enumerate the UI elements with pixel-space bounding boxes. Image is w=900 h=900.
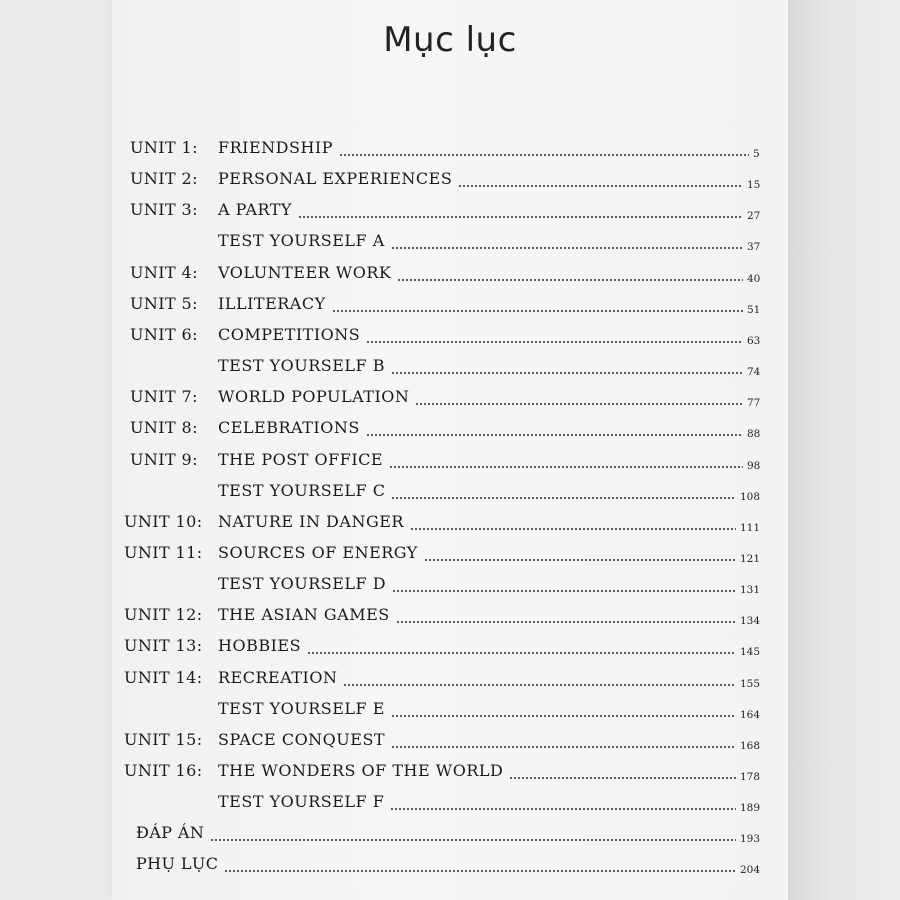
dot-leader: [390, 808, 736, 810]
toc-entry[interactable]: [0, 761, 900, 789]
toc-page-number: 63: [747, 335, 761, 347]
toc-entry-title: SPACE CONQUEST: [218, 730, 386, 749]
toc-unit-number: UNIT 13:: [124, 636, 203, 655]
dot-leader: [366, 341, 743, 343]
toc-page-number: 189: [740, 802, 761, 814]
toc-page-number: 27: [747, 210, 761, 222]
toc-entry-title: NATURE IN DANGER: [218, 512, 404, 531]
toc-page-number: 15: [747, 179, 761, 191]
toc-entry[interactable]: [0, 512, 900, 540]
toc-entry[interactable]: [0, 854, 900, 882]
toc-unit-number: UNIT 4:: [130, 263, 198, 282]
toc-page-number: 88: [747, 428, 761, 440]
dot-leader: [397, 279, 743, 281]
toc-unit-number: ĐÁP ÁN: [136, 823, 205, 842]
dot-leader: [415, 403, 743, 405]
toc-unit-number: UNIT 8:: [130, 418, 198, 437]
toc-page-number: 74: [747, 366, 761, 378]
dot-leader: [389, 466, 743, 468]
toc-entry[interactable]: [0, 231, 900, 259]
toc-entry-title: VOLUNTEER WORK: [218, 263, 392, 282]
toc-entry-title: PERSONAL EXPERIENCES: [218, 169, 453, 188]
toc-entry-title: THE ASIAN GAMES: [218, 605, 390, 624]
toc-entry[interactable]: [0, 636, 900, 664]
toc-entry[interactable]: [0, 450, 900, 478]
toc-entry[interactable]: [0, 574, 900, 602]
dot-leader: [396, 621, 736, 623]
toc-entry-title: TEST YOURSELF A: [218, 231, 385, 250]
toc-page-number: 168: [740, 740, 761, 752]
toc-entry-title: HOBBIES: [218, 636, 302, 655]
toc-unit-number: UNIT 6:: [130, 325, 198, 344]
toc-unit-number: UNIT 3:: [130, 200, 198, 219]
toc-unit-number: UNIT 5:: [130, 294, 198, 313]
toc-page-number: 204: [740, 864, 761, 876]
toc-page-number: 178: [740, 771, 761, 783]
toc-entry-title: TEST YOURSELF B: [218, 356, 385, 375]
toc-page-number: 40: [747, 273, 761, 285]
toc-page-number: 5: [753, 148, 760, 160]
toc-page-number: 108: [740, 491, 761, 503]
toc-page-number: 145: [740, 646, 761, 658]
toc-entry-title: THE POST OFFICE: [218, 450, 384, 469]
toc-entry[interactable]: [0, 605, 900, 633]
toc-entry-title: TEST YOURSELF C: [218, 481, 386, 500]
dot-leader: [392, 590, 736, 592]
toc-entry-title: FRIENDSHIP: [218, 138, 333, 157]
toc-unit-number: UNIT 12:: [124, 605, 203, 624]
dot-leader: [307, 652, 736, 654]
toc-entry-title: TEST YOURSELF D: [218, 574, 387, 593]
toc-entry[interactable]: [0, 481, 900, 509]
toc-entry-title: TEST YOURSELF F: [218, 792, 385, 811]
dot-leader: [458, 185, 743, 187]
dot-leader: [224, 870, 736, 872]
toc-entry-title: COMPETITIONS: [218, 325, 361, 344]
toc-unit-number: UNIT 16:: [124, 761, 203, 780]
toc-unit-number: PHỤ LỤC: [136, 854, 219, 873]
dot-leader: [424, 559, 736, 561]
dot-leader: [391, 372, 743, 374]
toc-page-number: 164: [740, 709, 761, 721]
toc-page-number: 131: [740, 584, 761, 596]
toc-unit-number: UNIT 11:: [124, 543, 203, 562]
dot-leader: [332, 310, 743, 312]
toc-entry[interactable]: [0, 263, 900, 291]
toc-page-number: 134: [740, 615, 761, 627]
toc-entry[interactable]: [0, 325, 900, 353]
toc-entry[interactable]: [0, 823, 900, 851]
toc-unit-number: UNIT 14:: [124, 668, 203, 687]
dot-leader: [366, 434, 743, 436]
dot-leader: [391, 247, 743, 249]
toc-page-number: 98: [747, 460, 761, 472]
toc-page-number: 51: [747, 304, 761, 316]
dot-leader: [339, 154, 749, 156]
toc-entry[interactable]: [0, 387, 900, 415]
toc-entry[interactable]: [0, 294, 900, 322]
toc-entry-title: WORLD POPULATION: [218, 387, 410, 406]
toc-entry[interactable]: [0, 730, 900, 758]
toc-unit-number: UNIT 15:: [124, 730, 203, 749]
toc-entry-title: A PARTY: [218, 200, 292, 219]
toc-entry[interactable]: [0, 356, 900, 384]
toc-entry[interactable]: [0, 200, 900, 228]
dot-leader: [391, 746, 736, 748]
toc-entry-title: ILLITERACY: [218, 294, 326, 313]
dot-leader: [509, 777, 736, 779]
dot-leader: [391, 715, 736, 717]
toc-entry-title: CELEBRATIONS: [218, 418, 360, 437]
toc-unit-number: UNIT 10:: [124, 512, 203, 531]
toc-entry[interactable]: [0, 543, 900, 571]
toc-page-number: 121: [740, 553, 761, 565]
toc-unit-number: UNIT 2:: [130, 169, 198, 188]
page-title: Mục lục: [383, 20, 517, 60]
toc-entry-title: TEST YOURSELF E: [218, 699, 385, 718]
toc-page-number: 111: [740, 522, 761, 534]
toc-page-number: 155: [740, 678, 761, 690]
toc-entry[interactable]: [0, 668, 900, 696]
toc-page-number: 193: [740, 833, 761, 845]
toc-entry-title: RECREATION: [218, 668, 338, 687]
toc-entry-title: SOURCES OF ENERGY: [218, 543, 418, 562]
dot-leader: [210, 839, 736, 841]
toc-entry[interactable]: [0, 418, 900, 446]
toc-unit-number: UNIT 7:: [130, 387, 198, 406]
toc-entry[interactable]: [0, 138, 900, 166]
dot-leader: [343, 684, 736, 686]
toc-page-number: 77: [747, 397, 761, 409]
dot-leader: [410, 528, 736, 530]
dot-leader: [391, 497, 736, 499]
toc-unit-number: UNIT 9:: [130, 450, 198, 469]
toc-unit-number: UNIT 1:: [130, 138, 198, 157]
toc-entry-title: THE WONDERS OF THE WORLD: [218, 761, 504, 780]
toc-entry[interactable]: [0, 699, 900, 727]
toc-entry[interactable]: [0, 792, 900, 820]
toc-entry[interactable]: [0, 169, 900, 197]
toc-page-number: 37: [747, 241, 761, 253]
dot-leader: [298, 216, 743, 218]
